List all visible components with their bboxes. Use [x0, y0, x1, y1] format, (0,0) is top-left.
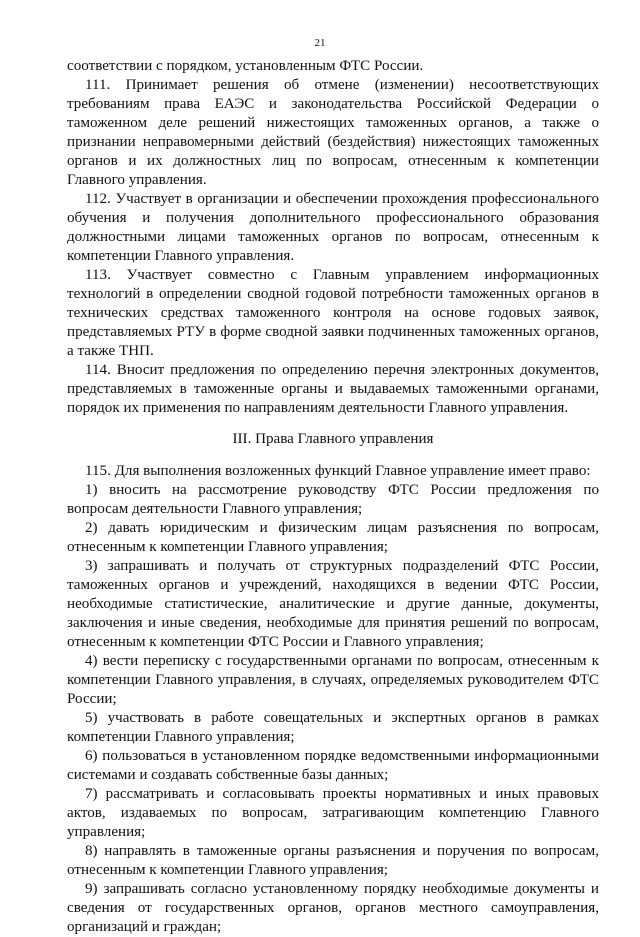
- paragraph-111: 111. Принимает решения об отмене (изменении) несоответствующих требованиям права ЕАЭС и законодательства Российской Федерации о таможенном деле решений нижестоящих таможенных органов, а также о признании неправомерными действий (бездействия) нижестоящих таможенных органов и их должностных лиц по вопросам, отнесенным к компетенции Главного управления.: [67, 77, 599, 188]
- paragraph-continuation: соответствии с порядком, установленным ФТС России.: [67, 58, 424, 74]
- page-number: 21: [314, 37, 326, 49]
- right-item-2: 2) давать юридическим и физическим лицам разъяснения по вопросам, отнесенным к компетенции Главного управления;: [67, 520, 599, 555]
- paragraph-114: 114. Вносит предложения по определению перечня электронных документов, представляемых в таможенные органы и выдаваемых таможенными органами, порядок их применения по направлениям деятельности Главного управления.: [67, 362, 599, 416]
- right-item-4: 4) вести переписку с государственными органами по вопросам, отнесенным к компетенции Главного управления, в случаях, определяемых руководителем ФТС России;: [67, 653, 599, 707]
- right-item-6: 6) пользоваться в установленном порядке ведомственными информационными системами и создавать собственные базы данных;: [67, 748, 599, 783]
- document-body: [67, 57, 599, 937]
- right-item-8: 8) направлять в таможенные органы разъяснения и поручения по вопросам, отнесенным к компетенции Главного управления;: [67, 843, 599, 878]
- right-item-7: 7) рассматривать и согласовывать проекты нормативных и иных правовых актов, издаваемых по вопросам, затрагивающим компетенцию Главного управления;: [67, 786, 599, 840]
- right-item-5: 5) участвовать в работе совещательных и экспертных органов в рамках компетенции Главного управления;: [67, 710, 599, 745]
- right-item-9: 9) запрашивать согласно установленному порядку необходимые документы и сведения от государственных органов, органов местного самоуправления, организаций и граждан;: [67, 881, 599, 935]
- paragraph-113: 113. Участвует совместно с Главным управлением информационных технологий в определении сводной годовой потребности таможенных органов в технических средствах таможенного контроля на основе годовых заявок, представляемых РТУ в форме сводной заявки подчиненных таможенных органов, а также ТНП.: [67, 267, 599, 359]
- paragraph-115: 115. Для выполнения возложенных функций Главное управление имеет право:: [85, 463, 591, 479]
- right-item-1: 1) вносить на рассмотрение руководству ФТС России предложения по вопросам деятельности Главного управления;: [67, 482, 599, 517]
- section-heading: III. Права Главного управления: [232, 431, 434, 447]
- right-item-3: 3) запрашивать и получать от структурных подразделений ФТС России, таможенных органов и учреждений, находящихся в ведении ФТС России, необходимые статистические, аналитические и другие данные, документы, заключения и иные сведения, необходимые для принятия решений по вопросам, отнесенным к компетенции ФТС России и Главного управления;: [67, 558, 599, 650]
- paragraph-112: 112. Участвует в организации и обеспечении прохождения профессионального обучения и получения дополнительного профессионального образования должностными лицами таможенных органов по вопросам, отнесенным к компетенции Главного управления.: [67, 191, 599, 264]
